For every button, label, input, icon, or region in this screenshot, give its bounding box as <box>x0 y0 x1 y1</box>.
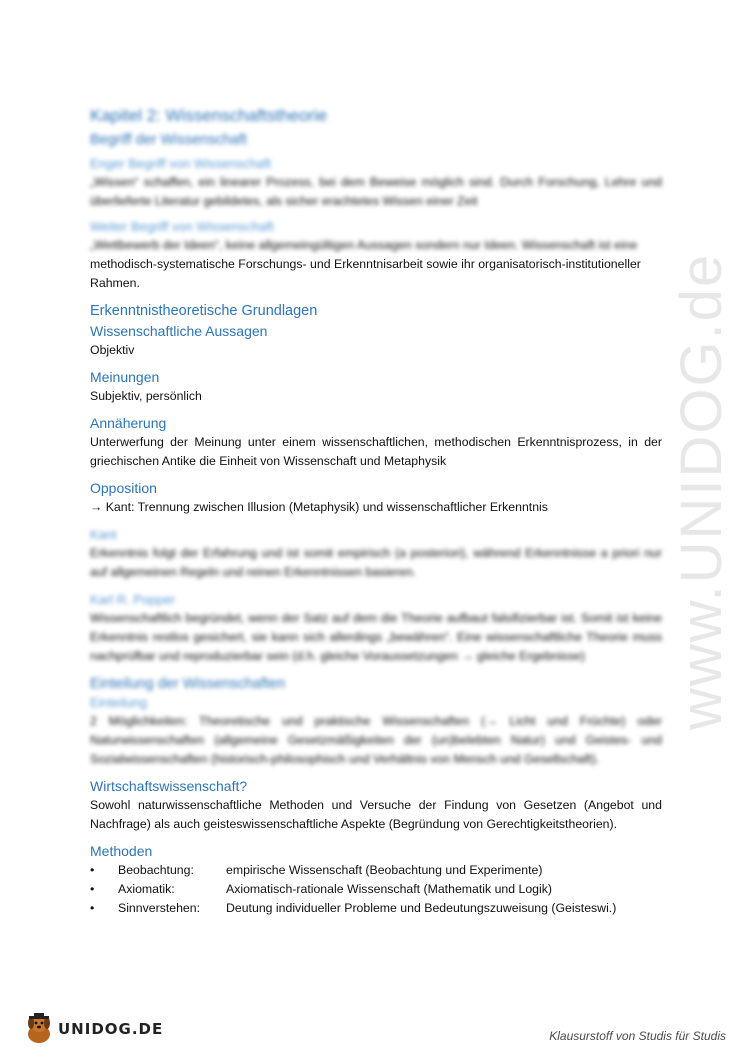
section-heading: Erkenntnistheoretische Grundlagen <box>90 303 318 319</box>
paragraph: Erkenntnis folgt der Erfahrung und ist somit empirisch (a posteriori), während Erkenntnisse a priori nur auf allgemeinen Regeln und reinen Erkenntnissen basieren. <box>90 546 662 579</box>
method-key: Sinnverstehen: <box>118 901 201 915</box>
paragraph: → Kant: Trennung zwischen Illusion (Metaphysik) und wissenschaftlicher Erkenntnis <box>90 500 548 514</box>
paragraph: „Wissen“ schaffen, ein linearer Prozess, bei dem Beweise möglich sind. Durch Forschung, Lehre und überlieferte Literatur gebildetes, als sicher erachtetes Wissen einer Zeit <box>90 175 662 208</box>
method-value: Axiomatisch-rationale Wissenschaft (Mathematik und Logik) <box>226 882 552 896</box>
watermark: www.UNIDOG.de <box>669 252 734 730</box>
paragraph: 2 Möglichkeiten: Theoretische und praktische Wissenschaften (→ Licht und Früchte) oder Naturwissenschaften (allgemeine Gesetzmäßigkeiten der (un)belebten Natur) und Geistes- und Sozialwissenschaften (historisch-philosophisch und Verhältnis von Mensch und Gesellschaft). <box>90 714 662 766</box>
subsection-heading: Wissenschaftliche Aussagen <box>90 323 268 339</box>
method-value: empirische Wissenschaft (Beobachtung und Experimente) <box>226 863 543 877</box>
subsection-heading: Wirtschaftswissenschaft? <box>90 778 248 794</box>
paragraph: Objektiv <box>90 343 135 357</box>
list-item <box>90 880 662 899</box>
bullet: • <box>90 863 95 877</box>
document-page <box>90 106 662 918</box>
section-heading: Einteilung der Wissenschaften <box>90 676 286 692</box>
section-heading: Begriff der Wissenschaft <box>90 132 247 148</box>
method-value: Deutung individueller Probleme und Bedeutungszuweisung (Geisteswi.) <box>226 901 617 915</box>
subsection-heading: Opposition <box>90 480 157 496</box>
list-item <box>90 861 662 880</box>
blurred-section-2 <box>90 527 662 769</box>
logo-text: UNIDOG.DE <box>58 1020 164 1038</box>
subsection-heading: Weiter Begriff von Wissenschaft <box>90 219 274 234</box>
chapter-title: Kapitel 2: Wissenschaftstheorie <box>90 106 328 125</box>
methods-list <box>90 861 662 918</box>
paragraph: methodisch-systematische Forschungs- und Erkenntnisarbeit sowie ihr organisatorisch-institutioneller Rahmen. <box>90 257 641 290</box>
bullet: • <box>90 901 95 915</box>
bullet: • <box>90 882 95 896</box>
paragraph: Subjektiv, persönlich <box>90 389 202 403</box>
subsection-heading: Einteilung <box>90 695 148 710</box>
subsection-heading: Enger Begriff von Wissenschaft <box>90 156 272 171</box>
subsection-heading: Meinungen <box>90 369 160 385</box>
unidog-logo <box>22 1012 163 1046</box>
blurred-section-1 <box>90 106 662 255</box>
subsection-heading: Annäherung <box>90 415 167 431</box>
paragraph: Wissenschaftlich begründet, wenn der Satz auf dem die Theorie aufbaut falsifizierbar ist. Somit ist keine Erkenntnis restlos gesichert, sie kann sich allerdings „bewähren“. Eine wissenschaftliche Theorie muss nachprüfbar und reproduzierbar sein (d.h. gleiche Voraussetzungen → gleiche Ergebnisse) <box>90 611 662 663</box>
subsection-heading: Karl R. Popper <box>90 592 176 607</box>
subsection-heading: Kant <box>90 527 117 542</box>
paragraph: „Wettbewerb der Ideen“, keine allgemeingültigen Aussagen sondern nur Ideen. Wissenschaft ist eine <box>90 238 638 252</box>
paragraph: Sowohl naturwissenschaftliche Methoden und Versuche der Findung von Gesetzen (Angebot und Nachfrage) als auch geisteswissenschaftliche Aspekte (Begründung von Gerechtigkeitstheorien). <box>90 798 662 831</box>
dog-icon <box>22 1012 56 1046</box>
subsection-heading: Methoden <box>90 843 153 859</box>
paragraph: Unterwerfung der Meinung unter einem wissenschaftlichen, methodischen Erkenntnisprozess, in der griechischen Antike die Einheit von Wissenschaft und Metaphysik <box>90 435 662 468</box>
footer-slogan: Klausurstoff von Studis für Studis <box>549 1029 726 1043</box>
list-item <box>90 899 662 918</box>
method-key: Beobachtung: <box>118 863 194 877</box>
method-key: Axiomatik: <box>118 882 175 896</box>
